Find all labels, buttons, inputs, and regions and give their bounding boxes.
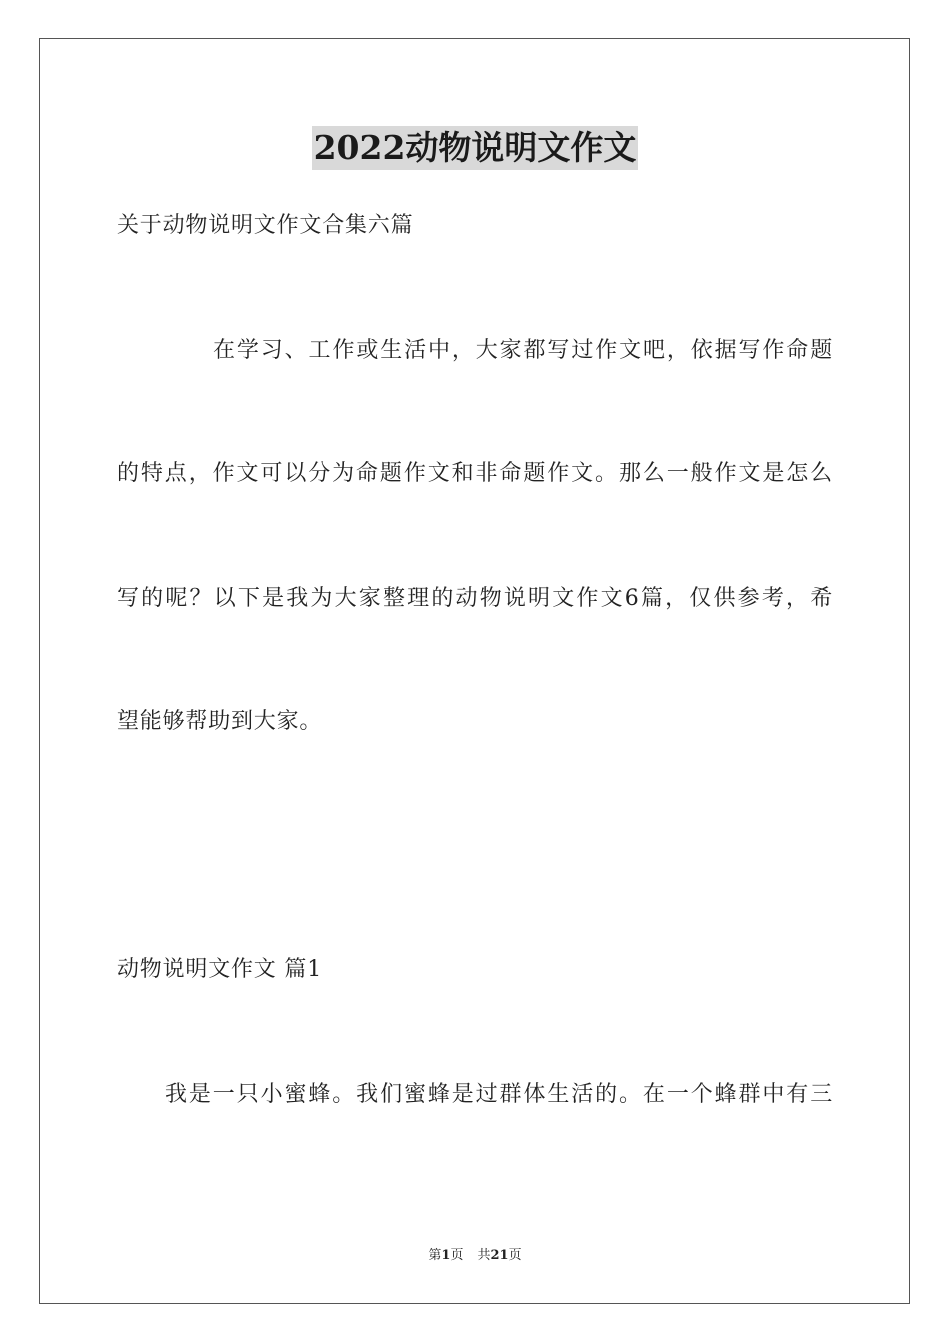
total-prefix: 共 (477, 1248, 491, 1263)
paragraph-line: 写的呢？以下是我为大家整理的动物说明文作文6篇，仅供参考，希 (117, 586, 833, 611)
page-number: 1 (441, 1248, 451, 1263)
page-prefix: 第 (428, 1248, 442, 1263)
document-subtitle: 关于动物说明文作文合集六篇 (117, 213, 414, 238)
title-container (0, 126, 950, 170)
paragraph-line: 我是一只小蜜蜂。我们蜜蜂是过群体生活的。在一个蜂群中有三 (165, 1082, 833, 1107)
section-heading: 动物说明文作文 篇1 (117, 957, 322, 982)
page-unit: 页 (450, 1248, 464, 1263)
page-footer (0, 1247, 950, 1265)
paragraph-line: 望能够帮助到大家。 (117, 709, 323, 734)
paragraph-line: 在学习、工作或生活中，大家都写过作文吧，依据写作命题 (213, 338, 833, 363)
total-pages: 21 (490, 1248, 509, 1263)
document-title: 2022动物说明文作文 (312, 126, 639, 170)
total-unit: 页 (508, 1248, 522, 1263)
paragraph-line: 的特点，作文可以分为命题作文和非命题作文。那么一般作文是怎么 (117, 461, 833, 486)
